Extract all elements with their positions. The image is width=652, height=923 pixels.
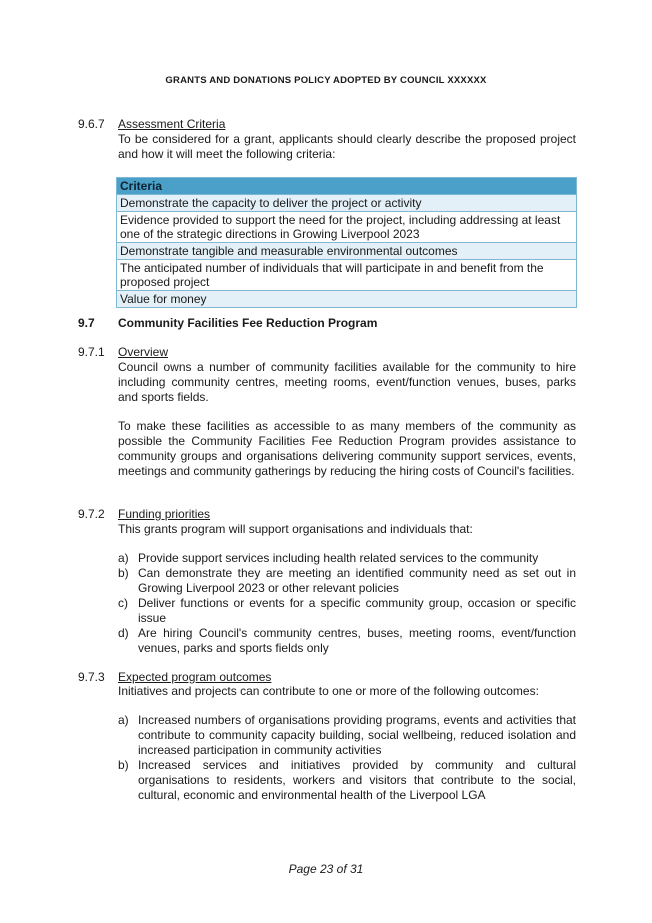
- list-item-label: b): [118, 566, 129, 580]
- section-title-overview: Overview: [118, 345, 169, 359]
- criteria-table: [116, 177, 577, 308]
- table-row: [117, 195, 577, 212]
- table-row: [117, 260, 577, 291]
- list-item-label: c): [118, 596, 128, 610]
- list-item: [118, 596, 576, 626]
- criteria-cell: The anticipated number of individuals that will participate in and benefit from the proposed project: [117, 260, 577, 291]
- criteria-table-header-row: [117, 178, 577, 195]
- list-item-label: d): [118, 626, 129, 640]
- funding-priorities-list: [118, 551, 576, 656]
- criteria-cell: Evidence provided to support the need for the project, including addressing at least one of the strategic directions in Growing Liverpool 2023: [117, 212, 577, 243]
- section-number-9-7-2: 9.7.2: [78, 507, 105, 521]
- list-item: [118, 551, 576, 566]
- list-item: [118, 713, 576, 758]
- overview-paragraph-1: Council owns a number of community facilities available for the community to hire including community centres, meeting rooms, event/function venues, buses, parks and sports fields.: [118, 360, 576, 404]
- criteria-cell: Value for money: [117, 291, 577, 308]
- list-item-text: Increased numbers of organisations providing programs, events and activities that contribute to community capacity building, social wellbeing, reduced isolation and increased participation in community activities: [138, 713, 576, 757]
- list-item-text: Increased services and initiatives provided by community and cultural organisations to residents, workers and visitors that contribute to the social, cultural, economic and environmental health of the Liverpool LGA: [138, 758, 576, 802]
- list-item: [118, 758, 576, 803]
- running-header: GRANTS AND DONATIONS POLICY ADOPTED BY COUNCIL XXXXXX: [165, 75, 487, 86]
- section-number-9-7-3: 9.7.3: [78, 670, 105, 684]
- section-title-assessment-criteria: Assessment Criteria: [118, 117, 226, 131]
- list-item: [118, 626, 576, 656]
- list-item-text: Can demonstrate they are meeting an identified community need as set out in Growing Liverpool 2023 or other relevant policies: [138, 566, 576, 595]
- overview-paragraph-2: To make these facilities as accessible to as many members of the community as possible the Community Facilities Fee Reduction Program provides assistance to community groups and organisations delivering community support services, events, meetings and community gatherings by reducing the hiring costs of Council's facilities.: [118, 419, 576, 478]
- table-row: [117, 291, 577, 308]
- section-title-expected-outcomes: Expected program outcomes: [118, 670, 272, 684]
- expected-outcomes-list: [118, 713, 576, 803]
- section-number-9-7-1: 9.7.1: [78, 345, 105, 359]
- list-item-text: Are hiring Council's community centres, buses, meeting rooms, event/function venues, parks and sports fields only: [138, 626, 576, 655]
- table-row: [117, 212, 577, 243]
- list-item: [118, 566, 576, 596]
- criteria-table-header: Criteria: [117, 178, 577, 195]
- section-number-9-6-7: 9.6.7: [78, 117, 105, 131]
- list-item-label: b): [118, 758, 129, 772]
- criteria-cell: Demonstrate the capacity to deliver the project or activity: [117, 195, 577, 212]
- section-title-funding-priorities: Funding priorities: [118, 507, 211, 521]
- section-title-fee-reduction-program: Community Facilities Fee Reduction Program: [118, 316, 378, 330]
- list-item-text: Provide support services including health related services to the community: [138, 551, 539, 565]
- criteria-cell: Demonstrate tangible and measurable environmental outcomes: [117, 243, 577, 260]
- list-item-label: a): [118, 551, 129, 565]
- table-row: [117, 243, 577, 260]
- list-item-label: a): [118, 713, 129, 727]
- expected-outcomes-intro: Initiatives and projects can contribute to one or more of the following outcomes:: [118, 684, 539, 698]
- funding-priorities-intro: This grants program will support organisations and individuals that:: [118, 522, 473, 536]
- assessment-intro: To be considered for a grant, applicants should clearly describe the proposed project and how it will meet the following criteria:: [118, 132, 576, 161]
- section-number-9-7: 9.7: [78, 316, 95, 330]
- page-number: Page 23 of 31: [288, 862, 364, 876]
- list-item-text: Deliver functions or events for a specific community group, occasion or specific issue: [138, 596, 576, 625]
